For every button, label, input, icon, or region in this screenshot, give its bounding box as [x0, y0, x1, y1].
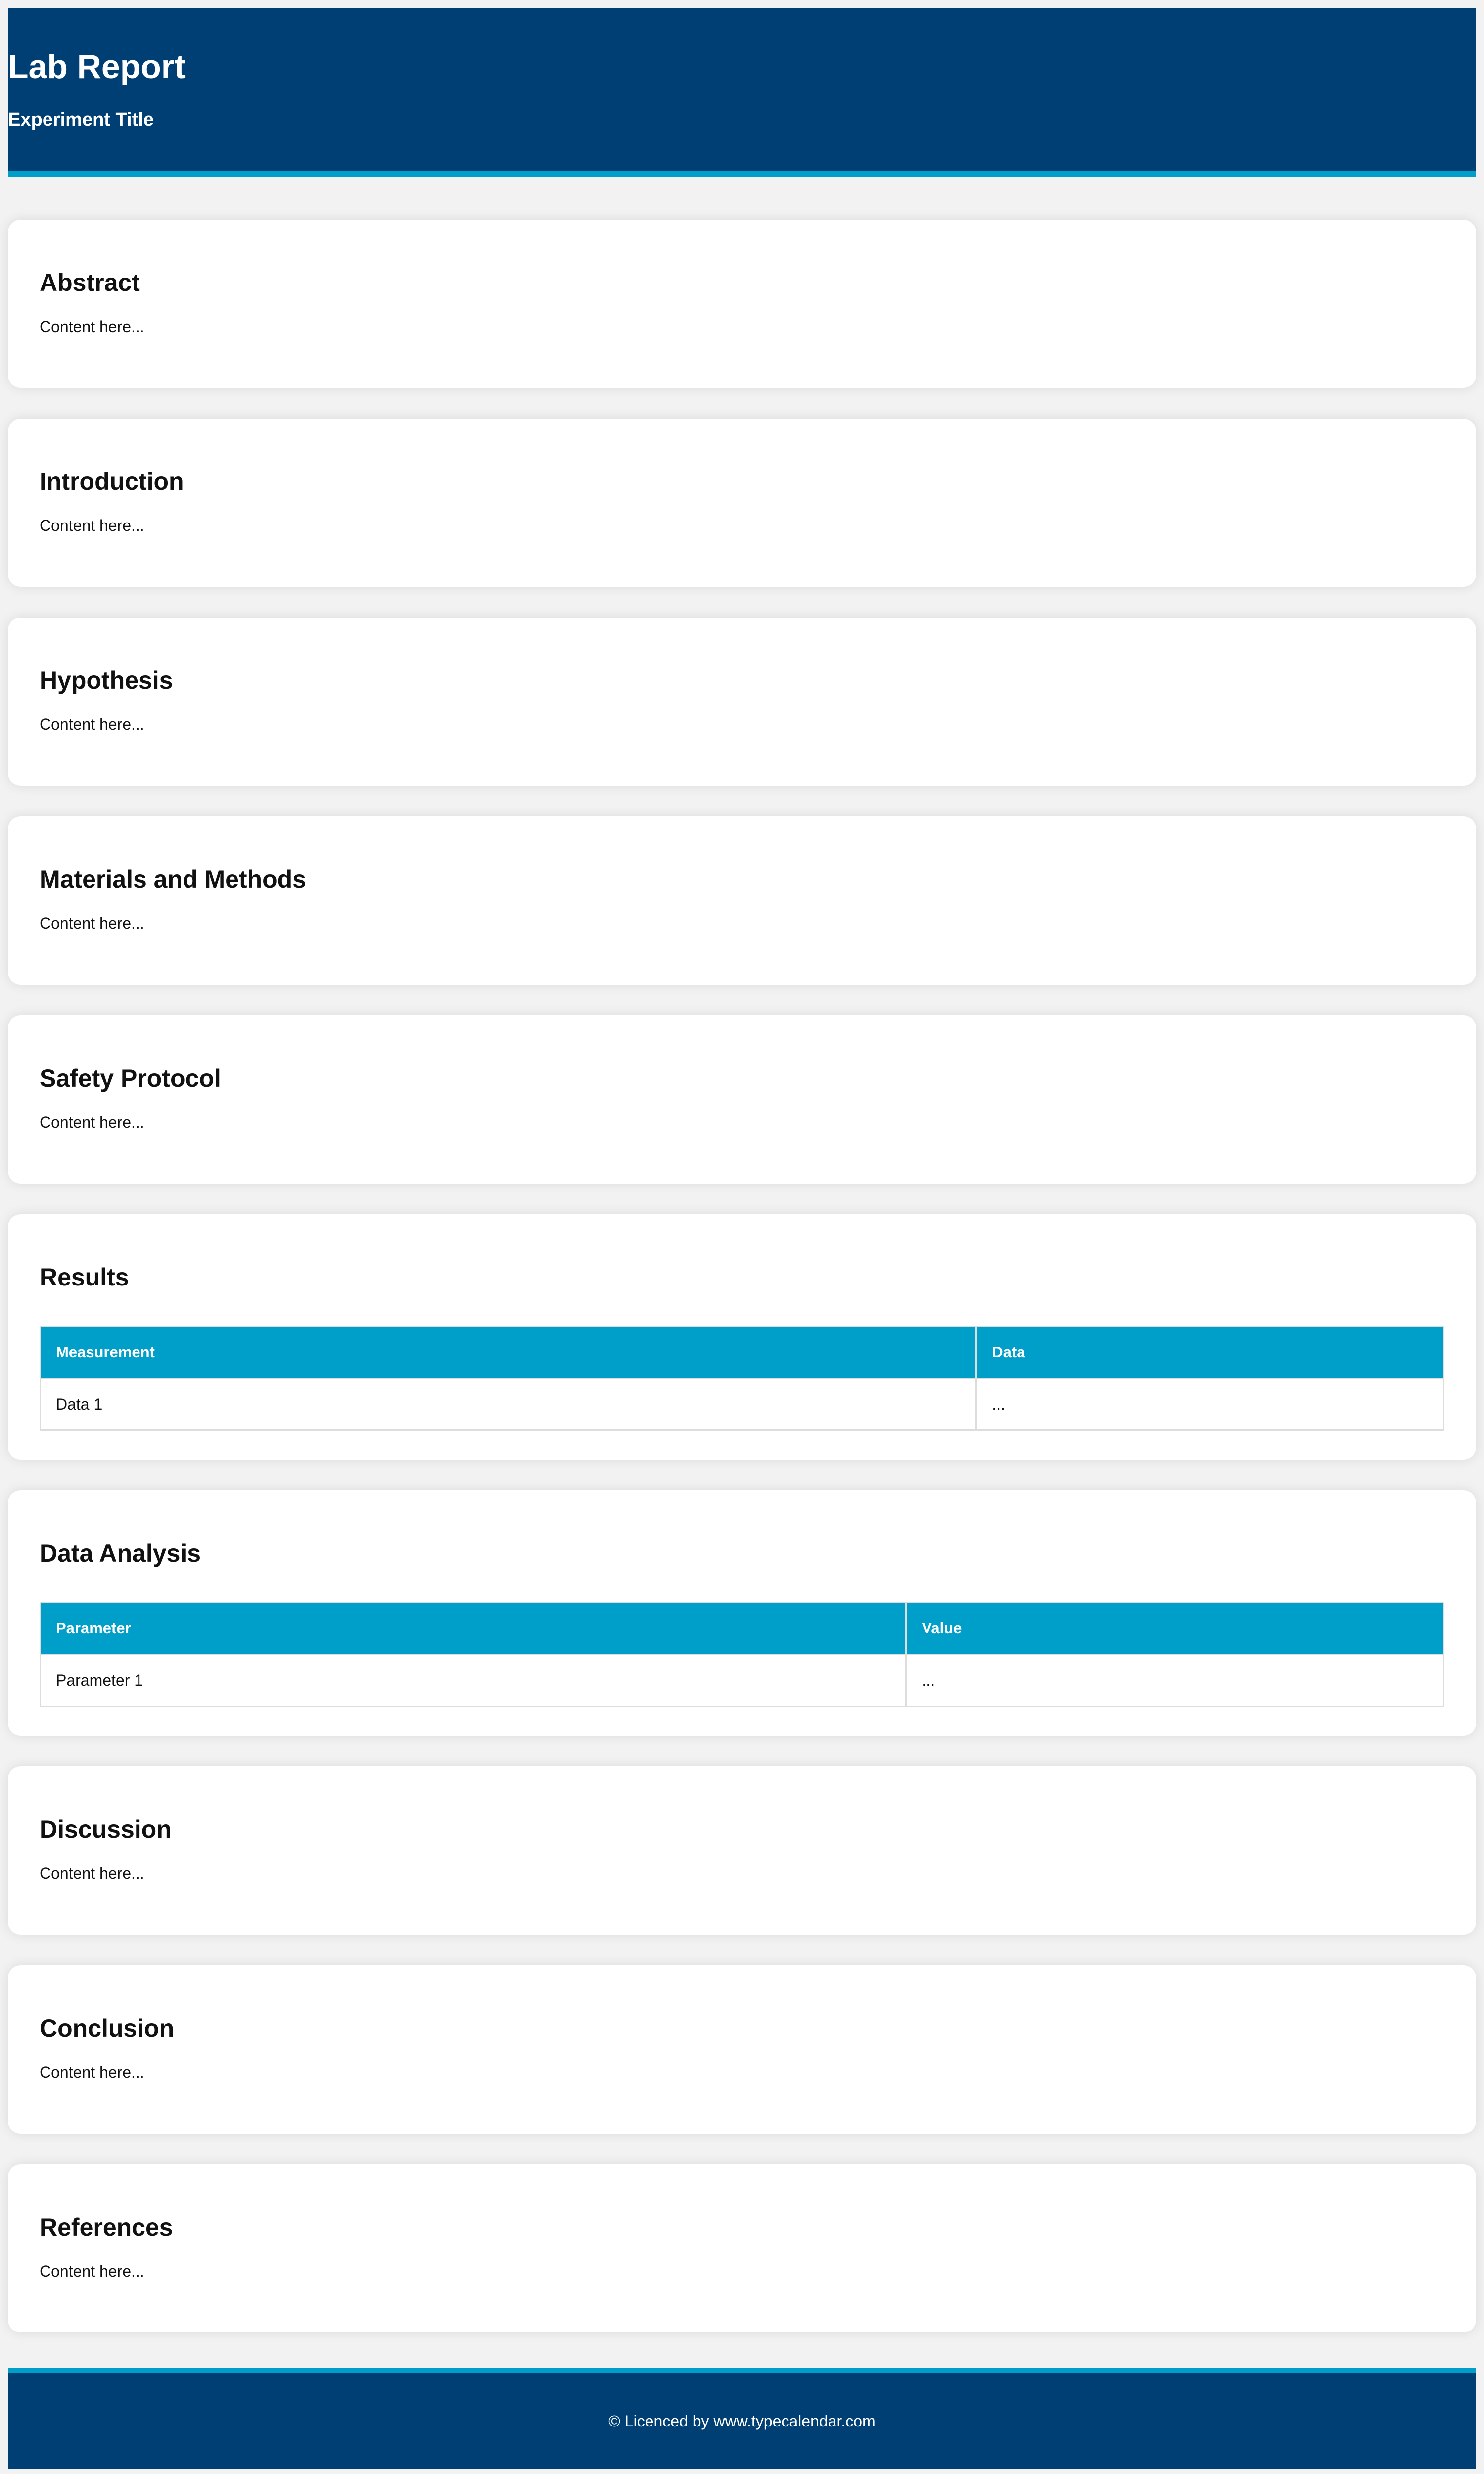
section-title: References: [40, 2213, 173, 2241]
section-title: Materials and Methods: [40, 865, 306, 893]
results-table: [40, 1326, 1444, 1431]
section-title: Introduction: [40, 468, 184, 495]
section-title: Abstract: [40, 269, 140, 296]
footer-copyright: © Licenced by www.typecalendar.com: [608, 2412, 876, 2430]
column-header-measurement: Measurement: [41, 1327, 976, 1379]
data-analysis-table: [40, 1602, 1444, 1707]
section-content: Content here...: [40, 2063, 144, 2081]
section-title: Conclusion: [40, 2014, 175, 2042]
section-materials-and-methods: [8, 816, 1476, 985]
experiment-title: Experiment Title: [8, 109, 154, 130]
table-cell: Parameter 1: [41, 1655, 906, 1707]
page-footer: [8, 2368, 1476, 2469]
section-content: Content here...: [40, 517, 144, 534]
report-sections: [8, 220, 1476, 2332]
section-title: Data Analysis: [40, 1539, 201, 1567]
section-content: Content here...: [40, 715, 144, 733]
section-content: Content here...: [40, 2262, 144, 2280]
table-cell: ...: [976, 1379, 1444, 1430]
section-introduction: [8, 419, 1476, 587]
column-header-data: Data: [976, 1327, 1444, 1379]
table-header-row: [41, 1327, 1444, 1379]
table-header-row: [41, 1603, 1444, 1655]
section-title: Safety Protocol: [40, 1064, 221, 1092]
section-hypothesis: [8, 618, 1476, 786]
table-row: [41, 1379, 1444, 1430]
page-title: Lab Report: [8, 48, 186, 86]
section-conclusion: [8, 1965, 1476, 2134]
column-header-parameter: Parameter: [41, 1603, 906, 1655]
section-abstract: [8, 220, 1476, 388]
section-title: Discussion: [40, 1815, 172, 1843]
section-data-analysis: [8, 1490, 1476, 1736]
section-content: Content here...: [40, 1864, 144, 1882]
section-content: Content here...: [40, 914, 144, 932]
table-cell: Data 1: [41, 1379, 976, 1430]
section-discussion: [8, 1766, 1476, 1935]
section-results: [8, 1214, 1476, 1460]
page-header: [8, 8, 1476, 177]
section-title: Hypothesis: [40, 666, 173, 694]
section-title: Results: [40, 1263, 129, 1291]
section-references: [8, 2164, 1476, 2332]
section-safety-protocol: [8, 1015, 1476, 1184]
section-content: Content here...: [40, 318, 144, 335]
table-row: [41, 1655, 1444, 1707]
column-header-value: Value: [906, 1603, 1444, 1655]
page: [8, 8, 1476, 2363]
section-content: Content here...: [40, 1113, 144, 1131]
table-cell: ...: [906, 1655, 1444, 1707]
